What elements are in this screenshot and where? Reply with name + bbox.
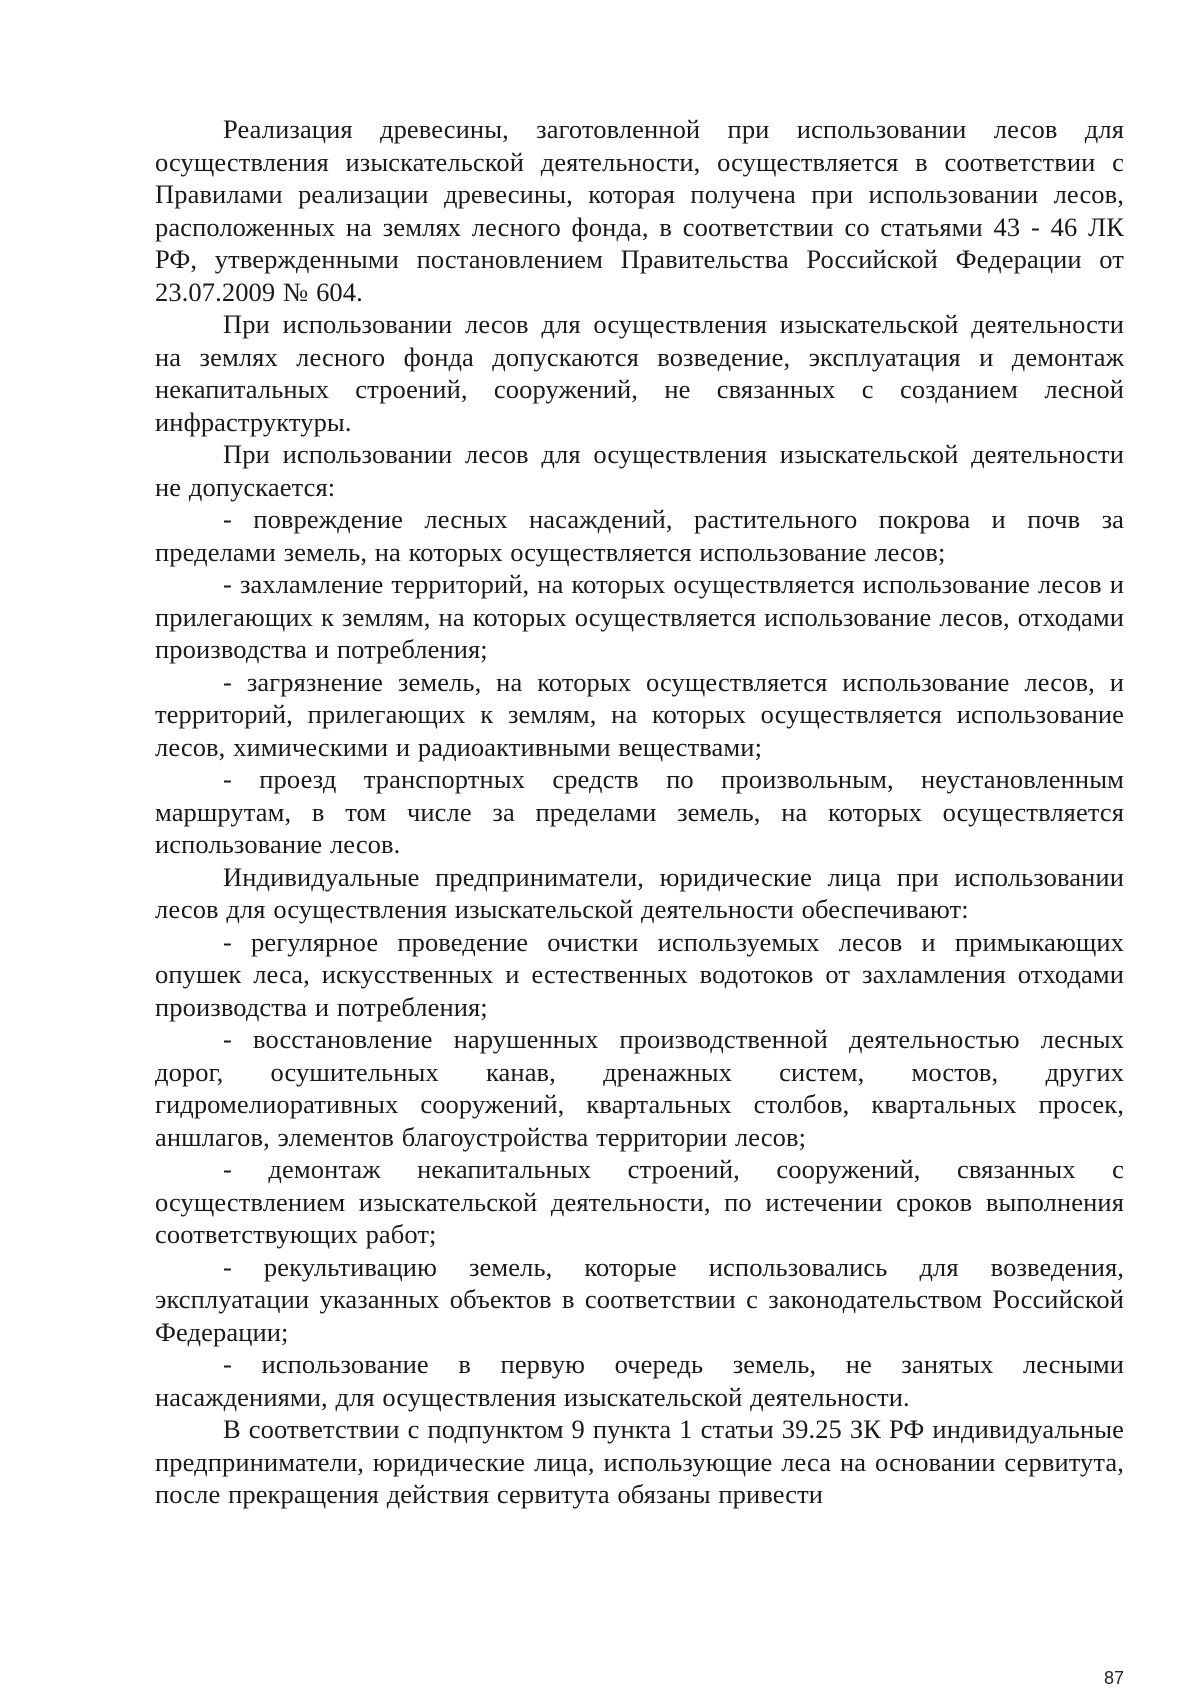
- paragraph-servitude: В соответствии с подпунктом 9 пункта 1 статьи 39.25 ЗК РФ индивидуальные предприниматели, юридические лица, использующие леса на основании сервитута, после прекращения действия сервитута обязаны привести: [155, 1414, 1124, 1509]
- list-item-vehicle-passage: - проезд транспортных средств по произвольным, неустановленным маршрутам, в том числе за пределами земель, на которых осуществляется использование лесов.: [155, 764, 1124, 859]
- page-number: 87: [1104, 1668, 1125, 1688]
- list-item-recultivation: - рекультивацию земель, которые использовались для возведения, эксплуатации указанных объектов в соответствии с законодательством Российской Федерации;: [155, 1251, 1124, 1347]
- list-item-restoration: - восстановление нарушенных производственной деятельностью лесных дорог, осушительных канав, дренажных систем, мостов, других гидромелиоративных сооружений, квартальных столбов, квартальных просек, аншлагов, элементов благоустройства территории лесов;: [155, 1024, 1124, 1152]
- list-item-land-priority: - использование в первую очередь земель, не занятых лесными насаждениями, для осуществления изыскательской деятельности.: [155, 1349, 1124, 1412]
- paragraph-prohibitions-intro: При использовании лесов для осуществления изыскательской деятельности не допускается:: [155, 439, 1124, 502]
- document-body: [155, 113, 1124, 1511]
- list-item-dismantling: - демонтаж некапитальных строений, сооружений, связанных с осуществлением изыскательской деятельности, по истечении сроков выполнения соответствующих работ;: [155, 1154, 1124, 1249]
- list-item-littering: - захламление территорий, на которых осуществляется использование лесов и прилегающих к землям, на которых осуществляется использование лесов, отходами производства и потребления;: [155, 569, 1124, 664]
- paragraph-obligations-intro: Индивидуальные предприниматели, юридические лица при использовании лесов для осуществления изыскательской деятельности обеспечивают:: [155, 861, 1124, 924]
- list-item-cleaning: - регулярное проведение очистки используемых лесов и примыкающих опушек леса, искусственных и естественных водотоков от захламления отходами производства и потребления;: [155, 926, 1124, 1022]
- list-item-damage: - повреждение лесных насаждений, растительного покрова и почв за пределами земель, на которых осуществляется использование лесов;: [155, 504, 1124, 567]
- paragraph-timber-sale: Реализация древесины, заготовленной при использовании лесов для осуществления изыскательской деятельности, осуществляется в соответствии с Правилами реализации древесины, которая получена при использовании лесов, расположенных на землях лесного фонда, в соответствии со статьями 43 - 46 ЛК РФ, утвержденными постановлением Правительства Российской Федерации от 23.07.2009 № 604.: [155, 114, 1124, 307]
- list-item-pollution: - загрязнение земель, на которых осуществляется использование лесов, и территорий, прилегающих к землям, на которых осуществляется использование лесов, химическими и радиоактивными веществами;: [155, 666, 1124, 762]
- paragraph-permitted-structures: При использовании лесов для осуществления изыскательской деятельности на землях лесного фонда допускаются возведение, эксплуатация и демонтаж некапитальных строений, сооружений, не связанных с созданием лесной инфраструктуры.: [155, 309, 1124, 437]
